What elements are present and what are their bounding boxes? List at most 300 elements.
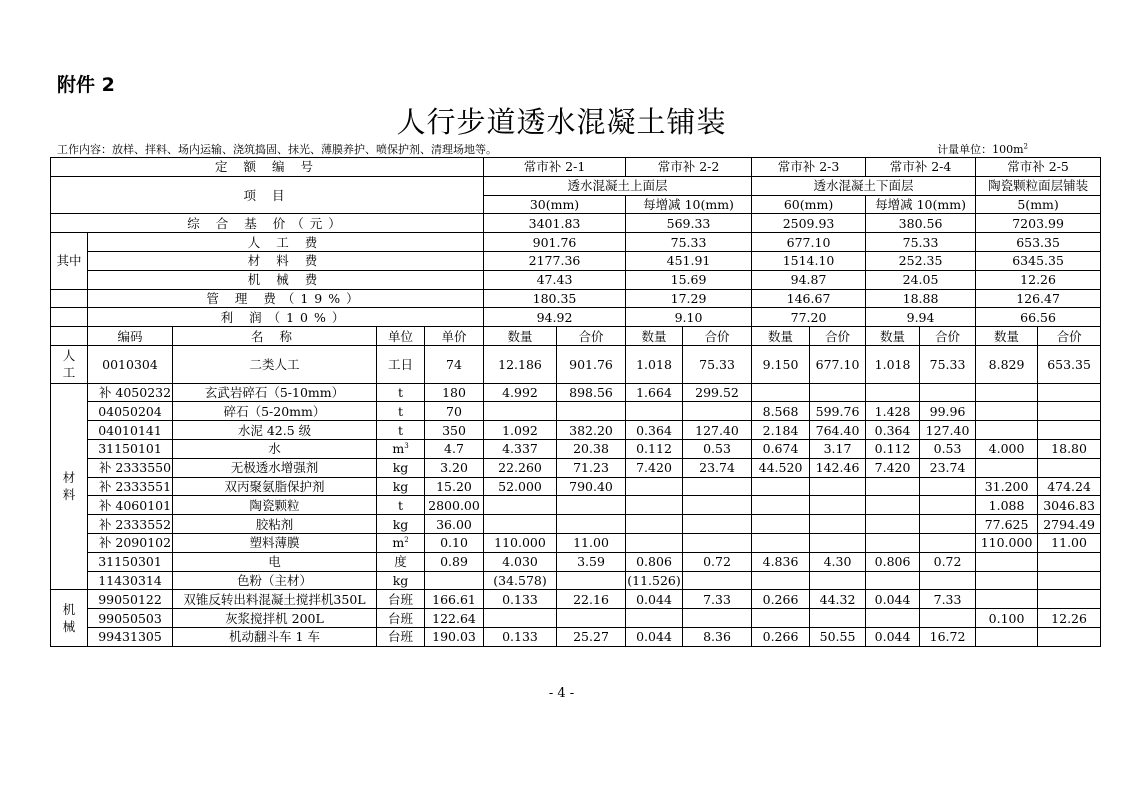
item-name: 碎石（5-20mm） xyxy=(173,402,377,421)
qty-header: 数量 xyxy=(976,327,1038,346)
qty-cell: 0.112 xyxy=(866,439,920,458)
qty-cell: 1.088 xyxy=(976,496,1038,515)
management-row xyxy=(51,289,1101,308)
amount-cell: 127.40 xyxy=(683,421,752,440)
amount-header: 合价 xyxy=(557,327,626,346)
labor-category xyxy=(51,345,88,383)
item-code: 31150301 xyxy=(88,552,173,571)
amount-cell: 142.46 xyxy=(810,458,866,477)
amount-cell: 18.80 xyxy=(1038,439,1101,458)
amount-cell: 22.16 xyxy=(557,590,626,609)
item-name: 机动翻斗车 1 车 xyxy=(173,627,377,646)
item-name: 色粉（主材） xyxy=(173,571,377,590)
item-price: 36.00 xyxy=(425,515,484,534)
qty-cell xyxy=(484,402,557,421)
amount-cell: 0.72 xyxy=(683,552,752,571)
qty-cell: 52.000 xyxy=(484,477,557,496)
amount-cell: 382.20 xyxy=(557,421,626,440)
amount-cell xyxy=(810,515,866,534)
qty-cell: 0.112 xyxy=(626,439,683,458)
amount-header: 合价 xyxy=(683,327,752,346)
item-price: 3.20 xyxy=(425,458,484,477)
qty-cell xyxy=(752,496,810,515)
item-price: 180 xyxy=(425,383,484,402)
value-cell: 180.35 xyxy=(484,289,626,308)
amount-cell: 44.32 xyxy=(810,590,866,609)
item-code: 补 2333551 xyxy=(88,477,173,496)
qty-cell: 0.364 xyxy=(866,421,920,440)
qty-cell: 0.044 xyxy=(626,590,683,609)
amount-cell xyxy=(557,515,626,534)
qty-cell xyxy=(752,609,810,628)
value-cell: 677.10 xyxy=(752,233,866,252)
amount-cell xyxy=(557,609,626,628)
amount-cell: 677.10 xyxy=(810,345,866,383)
item-unit: kg xyxy=(377,458,425,477)
amount-header: 合价 xyxy=(1038,327,1101,346)
item-unit: t xyxy=(377,421,425,440)
unit-header: 单位 xyxy=(377,327,425,346)
amount-cell xyxy=(920,609,976,628)
page-title: 人行步道透水混凝土铺装 xyxy=(396,105,727,139)
value-cell: 7203.99 xyxy=(976,214,1101,233)
qty-cell: 110.000 xyxy=(484,533,557,552)
amount-cell xyxy=(1038,421,1101,440)
amount-cell xyxy=(683,496,752,515)
amount-cell xyxy=(810,477,866,496)
qty-cell: 1.664 xyxy=(626,383,683,402)
breakdown-row xyxy=(51,233,1101,252)
amount-cell: 25.27 xyxy=(557,627,626,646)
value-cell: 75.33 xyxy=(866,233,976,252)
quota-no-label: 定 额 编 号 xyxy=(51,158,484,177)
qty-cell: 0.133 xyxy=(484,627,557,646)
measurement-unit: 计量单位：$100m^2$ xyxy=(937,142,1028,156)
item-price: 4.7 xyxy=(425,439,484,458)
item-code: 04010141 xyxy=(88,421,173,440)
item-price xyxy=(425,571,484,590)
qty-cell xyxy=(866,515,920,534)
amount-cell: 8.36 xyxy=(683,627,752,646)
amount-cell xyxy=(810,609,866,628)
item-name: 陶瓷颗粒 xyxy=(173,496,377,515)
qty-cell: 110.000 xyxy=(976,533,1038,552)
amount-cell xyxy=(1038,590,1101,609)
qty-cell: 0.133 xyxy=(484,590,557,609)
amount-cell: 474.24 xyxy=(1038,477,1101,496)
qty-cell: 0.044 xyxy=(866,590,920,609)
item-unit: 台班 xyxy=(377,627,425,646)
qty-cell: 9.150 xyxy=(752,345,810,383)
item-unit: 台班 xyxy=(377,590,425,609)
qty-cell xyxy=(976,571,1038,590)
amount-cell: 0.53 xyxy=(920,439,976,458)
management-label: 管 理 费（19%） xyxy=(88,289,484,308)
item-unit: t xyxy=(377,383,425,402)
qty-cell xyxy=(976,590,1038,609)
category-label: 机械 xyxy=(62,602,76,635)
qty-cell: 4.992 xyxy=(484,383,557,402)
amount-cell xyxy=(1038,627,1101,646)
materials-row xyxy=(51,383,1101,402)
value-cell: 77.20 xyxy=(752,308,866,327)
item-unit: $m^3$ xyxy=(377,439,425,458)
amount-cell xyxy=(920,496,976,515)
amount-cell: 2794.49 xyxy=(1038,515,1101,534)
value-cell: 47.43 xyxy=(484,270,626,289)
qty-cell: 4.337 xyxy=(484,439,557,458)
item-name: 二类人工 xyxy=(173,345,377,383)
amount-cell xyxy=(683,571,752,590)
amount-cell xyxy=(1038,383,1101,402)
qty-cell xyxy=(866,477,920,496)
attachment-label: 附件 2 xyxy=(57,74,115,96)
amount-cell: 50.55 xyxy=(810,627,866,646)
value-cell: 569.33 xyxy=(626,214,752,233)
item-unit: 工日 xyxy=(377,345,425,383)
amount-cell xyxy=(920,383,976,402)
item-price: 350 xyxy=(425,421,484,440)
item-price: 0.89 xyxy=(425,552,484,571)
amount-cell: 75.33 xyxy=(683,345,752,383)
qty-cell: 7.420 xyxy=(866,458,920,477)
item-name: 玄武岩碎石（5-10mm） xyxy=(173,383,377,402)
category-label: 人工 xyxy=(62,348,76,381)
qty-header: 数量 xyxy=(484,327,557,346)
item-price: 70 xyxy=(425,402,484,421)
qty-cell: 0.044 xyxy=(626,627,683,646)
qty-cell: 44.520 xyxy=(752,458,810,477)
breakdown-row xyxy=(51,251,1101,270)
qty-cell xyxy=(976,383,1038,402)
qty-cell xyxy=(866,609,920,628)
qty-cell xyxy=(752,477,810,496)
amount-cell: 790.40 xyxy=(557,477,626,496)
amount-cell: 3.59 xyxy=(557,552,626,571)
qty-cell xyxy=(626,402,683,421)
empty-cell xyxy=(51,308,88,327)
materials-row xyxy=(51,439,1101,458)
qty-cell xyxy=(976,552,1038,571)
amount-cell xyxy=(683,515,752,534)
qty-header: 数量 xyxy=(752,327,810,346)
item-name: 灰浆搅拌机 200L xyxy=(173,609,377,628)
item-code: 11430314 xyxy=(88,571,173,590)
page-number: - 4 - xyxy=(548,686,575,701)
item-name: 电 xyxy=(173,552,377,571)
value-cell: 2509.93 xyxy=(752,214,866,233)
value-cell: 901.76 xyxy=(484,233,626,252)
qty-cell xyxy=(626,515,683,534)
spec-cell: 5(mm) xyxy=(976,195,1101,214)
group-cell: 透水混凝土上面层 xyxy=(484,176,752,195)
qty-cell xyxy=(484,609,557,628)
breakdown-label: 人 工 费 xyxy=(88,233,484,252)
amount-cell xyxy=(810,383,866,402)
materials-row xyxy=(51,571,1101,590)
value-cell: 9.10 xyxy=(626,308,752,327)
qty-cell xyxy=(866,533,920,552)
value-cell: 9.94 xyxy=(866,308,976,327)
amount-cell xyxy=(683,533,752,552)
value-cell: 94.92 xyxy=(484,308,626,327)
amount-cell: 75.33 xyxy=(920,345,976,383)
qty-cell: 2.184 xyxy=(752,421,810,440)
amount-cell: 16.72 xyxy=(920,627,976,646)
materials-row xyxy=(51,421,1101,440)
qty-cell xyxy=(976,402,1038,421)
spec-cell: 每增减 10(mm) xyxy=(626,195,752,214)
code-header: 编码 xyxy=(88,327,173,346)
amount-cell: 11.00 xyxy=(1038,533,1101,552)
item-price: 2800.00 xyxy=(425,496,484,515)
qty-cell xyxy=(976,627,1038,646)
group-row xyxy=(51,176,1101,195)
item-price: 74 xyxy=(425,345,484,383)
qty-cell xyxy=(976,458,1038,477)
value-cell: 380.56 xyxy=(866,214,976,233)
machinery-category xyxy=(51,590,88,646)
item-price: 190.03 xyxy=(425,627,484,646)
item-price: 0.10 xyxy=(425,533,484,552)
item-code: 补 4050232 xyxy=(88,383,173,402)
item-name: 无极透水增强剂 xyxy=(173,458,377,477)
code-cell: 常市补 2-5 xyxy=(976,158,1101,177)
qty-cell xyxy=(626,496,683,515)
value-cell: 1514.10 xyxy=(752,251,866,270)
qty-cell xyxy=(626,533,683,552)
code-cell: 常市补 2-4 xyxy=(866,158,976,177)
amount-cell xyxy=(683,402,752,421)
item-code: 99050503 xyxy=(88,609,173,628)
item-unit: $m^2$ xyxy=(377,533,425,552)
amount-cell: 99.96 xyxy=(920,402,976,421)
empty-cell xyxy=(51,327,88,346)
qty-cell: 77.625 xyxy=(976,515,1038,534)
machinery-row xyxy=(51,627,1101,646)
amount-cell: 4.30 xyxy=(810,552,866,571)
qty-cell: 0.806 xyxy=(626,552,683,571)
qty-cell xyxy=(626,609,683,628)
qty-cell xyxy=(976,421,1038,440)
materials-row xyxy=(51,458,1101,477)
amount-cell xyxy=(1038,458,1101,477)
item-code: 补 2333550 xyxy=(88,458,173,477)
item-name: 水 xyxy=(173,439,377,458)
amount-cell: 3046.83 xyxy=(1038,496,1101,515)
item-code: 0010304 xyxy=(88,345,173,383)
item-unit: t xyxy=(377,402,425,421)
code-cell: 常市补 2-2 xyxy=(626,158,752,177)
qty-cell: 12.186 xyxy=(484,345,557,383)
item-unit: kg xyxy=(377,477,425,496)
amount-cell: 23.74 xyxy=(920,458,976,477)
profit-row xyxy=(51,308,1101,327)
materials-row xyxy=(51,496,1101,515)
amount-cell: 901.76 xyxy=(557,345,626,383)
item-label: 项 目 xyxy=(51,176,484,214)
item-code: 补 4060101 xyxy=(88,496,173,515)
amount-cell xyxy=(683,609,752,628)
value-cell: 66.56 xyxy=(976,308,1101,327)
qty-cell: (34.578) xyxy=(484,571,557,590)
value-cell: 146.67 xyxy=(752,289,866,308)
qty-cell xyxy=(866,383,920,402)
name-header: 名 称 xyxy=(173,327,377,346)
amount-cell: 764.40 xyxy=(810,421,866,440)
amount-cell: 3.17 xyxy=(810,439,866,458)
materials-row xyxy=(51,402,1101,421)
amount-cell: 71.23 xyxy=(557,458,626,477)
item-code: 补 2090102 xyxy=(88,533,173,552)
value-cell: 653.35 xyxy=(976,233,1101,252)
profit-label: 利 润（10%） xyxy=(88,308,484,327)
amount-cell xyxy=(920,533,976,552)
amount-cell xyxy=(1038,571,1101,590)
item-name: 塑料薄膜 xyxy=(173,533,377,552)
value-cell: 3401.83 xyxy=(484,214,626,233)
amount-cell xyxy=(810,496,866,515)
breakdown-label: 材 料 费 xyxy=(88,251,484,270)
value-cell: 24.05 xyxy=(866,270,976,289)
item-price: 166.61 xyxy=(425,590,484,609)
value-cell: 94.87 xyxy=(752,270,866,289)
materials-row xyxy=(51,515,1101,534)
labor-row xyxy=(51,345,1101,383)
price-header: 单价 xyxy=(425,327,484,346)
qty-cell xyxy=(866,496,920,515)
item-code: 99050122 xyxy=(88,590,173,609)
value-cell: 6345.35 xyxy=(976,251,1101,270)
amount-header: 合价 xyxy=(920,327,976,346)
qty-cell xyxy=(752,383,810,402)
item-code: 99431305 xyxy=(88,627,173,646)
base-price-label: 综 合 基 价（元） xyxy=(51,214,484,233)
qty-cell: 0.266 xyxy=(752,627,810,646)
item-unit: 度 xyxy=(377,552,425,571)
value-cell: 2177.36 xyxy=(484,251,626,270)
work-content: 工作内容：放样、拌料、场内运输、浇筑捣固、抹光、薄膜养护、喷保护剂、清理场地等。 xyxy=(57,143,497,156)
spec-cell: 60(mm) xyxy=(752,195,866,214)
qty-cell: 0.806 xyxy=(866,552,920,571)
qty-cell xyxy=(484,496,557,515)
qty-cell: 7.420 xyxy=(626,458,683,477)
amount-cell: 0.72 xyxy=(920,552,976,571)
qty-cell: 0.364 xyxy=(626,421,683,440)
value-cell: 252.35 xyxy=(866,251,976,270)
qty-cell: 0.100 xyxy=(976,609,1038,628)
item-unit: kg xyxy=(377,571,425,590)
amount-cell xyxy=(557,402,626,421)
item-price: 15.20 xyxy=(425,477,484,496)
qty-cell xyxy=(752,515,810,534)
qty-cell: 22.260 xyxy=(484,458,557,477)
amount-cell: 7.33 xyxy=(920,590,976,609)
group-cell: 陶瓷颗粒面层铺装 xyxy=(976,176,1101,195)
detail-header-row xyxy=(51,327,1101,346)
value-cell: 18.88 xyxy=(866,289,976,308)
qty-cell: 1.018 xyxy=(866,345,920,383)
qty-cell xyxy=(866,571,920,590)
machinery-row xyxy=(51,590,1101,609)
amount-cell xyxy=(557,571,626,590)
amount-cell: 0.53 xyxy=(683,439,752,458)
qty-cell: 0.044 xyxy=(866,627,920,646)
spec-cell: 30(mm) xyxy=(484,195,626,214)
materials-row xyxy=(51,552,1101,571)
qty-cell: 8.568 xyxy=(752,402,810,421)
value-cell: 75.33 xyxy=(626,233,752,252)
qty-cell xyxy=(484,515,557,534)
amount-cell: 7.33 xyxy=(683,590,752,609)
amount-cell xyxy=(920,477,976,496)
qty-cell: 0.266 xyxy=(752,590,810,609)
item-unit: t xyxy=(377,496,425,515)
amount-cell: 23.74 xyxy=(683,458,752,477)
item-unit: kg xyxy=(377,515,425,534)
qty-cell: 8.829 xyxy=(976,345,1038,383)
machinery-row xyxy=(51,609,1101,628)
item-name: 水泥 42.5 级 xyxy=(173,421,377,440)
qty-cell: 4.000 xyxy=(976,439,1038,458)
item-code: 补 2333552 xyxy=(88,515,173,534)
item-code: 31150101 xyxy=(88,439,173,458)
amount-cell: 653.35 xyxy=(1038,345,1101,383)
breakdown-label: 机 械 费 xyxy=(88,270,484,289)
breakdown-row xyxy=(51,270,1101,289)
value-cell: 451.91 xyxy=(626,251,752,270)
item-code: 04050204 xyxy=(88,402,173,421)
amount-cell xyxy=(810,533,866,552)
value-cell: 12.26 xyxy=(976,270,1101,289)
qty-cell: 1.092 xyxy=(484,421,557,440)
qty-cell: 1.018 xyxy=(626,345,683,383)
amount-cell xyxy=(810,571,866,590)
amount-cell: 898.56 xyxy=(557,383,626,402)
amount-cell xyxy=(683,477,752,496)
qty-cell xyxy=(752,533,810,552)
base-price-row xyxy=(51,214,1101,233)
value-cell: 126.47 xyxy=(976,289,1101,308)
quota-no-row xyxy=(51,158,1101,177)
qty-cell xyxy=(752,571,810,590)
materials-category xyxy=(51,383,88,590)
code-cell: 常市补 2-3 xyxy=(752,158,866,177)
item-name: 双锥反转出料混凝土搅拌机350L xyxy=(173,590,377,609)
qty-cell: 1.428 xyxy=(866,402,920,421)
qty-header: 数量 xyxy=(866,327,920,346)
item-name: 双丙聚氨脂保护剂 xyxy=(173,477,377,496)
amount-cell: 20.38 xyxy=(557,439,626,458)
item-name: 胶粘剂 xyxy=(173,515,377,534)
group-cell: 透水混凝土下面层 xyxy=(752,176,976,195)
amount-cell xyxy=(557,496,626,515)
empty-cell xyxy=(51,289,88,308)
qty-cell: 0.674 xyxy=(752,439,810,458)
amount-cell xyxy=(1038,552,1101,571)
amount-cell xyxy=(920,571,976,590)
item-unit: 台班 xyxy=(377,609,425,628)
amount-cell xyxy=(920,515,976,534)
value-cell: 15.69 xyxy=(626,270,752,289)
category-label: 材料 xyxy=(62,470,76,503)
qty-cell xyxy=(626,477,683,496)
breakdown-category: 其中 xyxy=(51,233,88,289)
spec-cell: 每增减 10(mm) xyxy=(866,195,976,214)
amount-cell: 599.76 xyxy=(810,402,866,421)
materials-row xyxy=(51,477,1101,496)
item-price: 122.64 xyxy=(425,609,484,628)
